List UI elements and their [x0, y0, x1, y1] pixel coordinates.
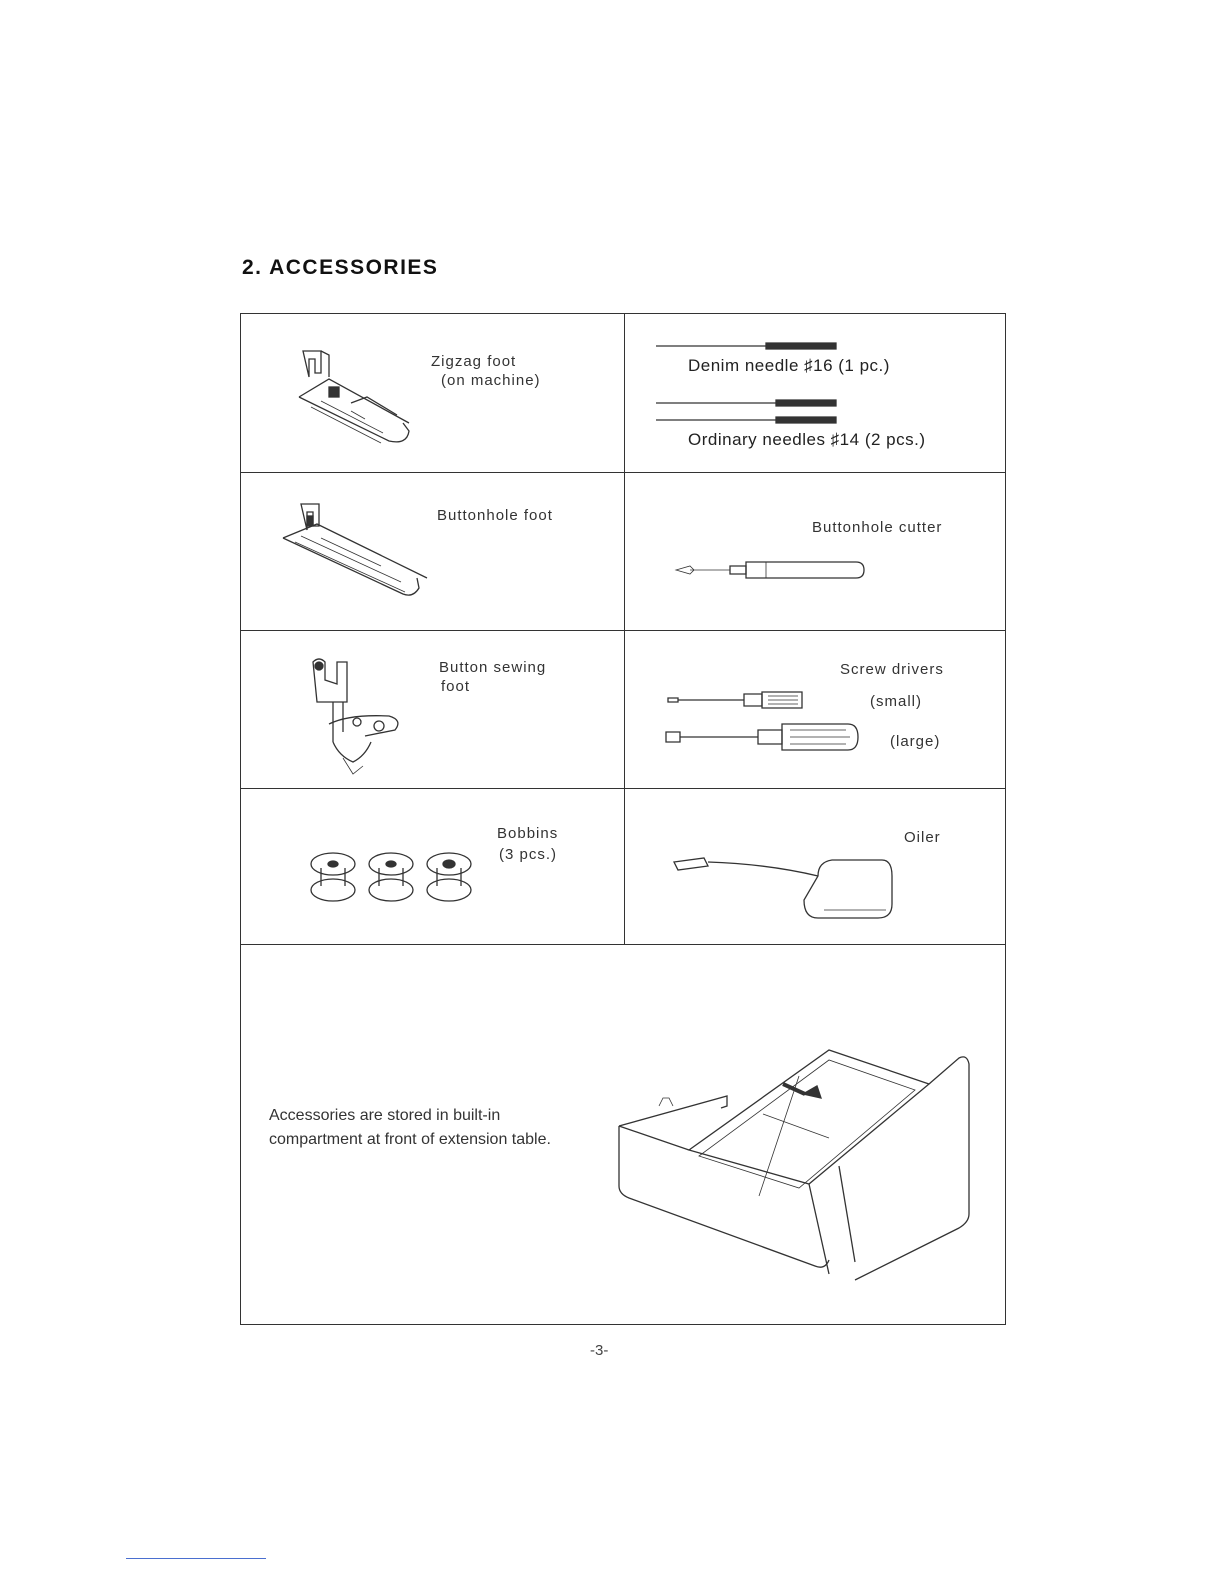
oiler-icon — [674, 850, 894, 930]
small-screwdriver-icon — [668, 690, 808, 710]
denim-needle-label: Denim needle ♯16 (1 pc.) — [688, 356, 890, 375]
cell-screw-drivers — [626, 630, 1006, 788]
buttonhole-cutter-label: Buttonhole cutter — [812, 519, 943, 536]
footer-rule — [126, 1558, 266, 1559]
bobbins-sublabel: (3 pcs.) — [499, 846, 558, 863]
oiler-label: Oiler — [904, 829, 941, 846]
screw-drivers-label: Screw drivers — [840, 661, 944, 678]
cell-buttonhole-cutter — [626, 472, 1006, 630]
button-sewing-foot-icon — [299, 654, 419, 784]
cell-needles — [626, 314, 1006, 472]
cell-storage — [241, 946, 1005, 1324]
extension-table-icon — [613, 1006, 973, 1276]
button-sewing-foot-label: Button sewing — [439, 659, 547, 676]
row-divider — [241, 944, 1005, 945]
buttonhole-cutter-icon — [676, 558, 876, 582]
cell-zigzag-foot — [241, 314, 624, 472]
cell-buttonhole-foot — [241, 472, 624, 630]
denim-needle-icon — [656, 340, 841, 352]
bobbins-icon — [307, 850, 487, 910]
ordinary-needles-label: Ordinary needles ♯14 (2 pcs.) — [688, 430, 926, 449]
button-sewing-foot-sublabel: foot — [441, 678, 471, 695]
cell-bobbins — [241, 788, 624, 944]
screw-driver-small-label: (small) — [870, 693, 922, 710]
ordinary-needles-icon — [656, 398, 841, 428]
bobbins-label: Bobbins — [497, 825, 559, 842]
zigzag-foot-icon — [291, 339, 421, 469]
accessories-table — [240, 313, 1006, 1325]
large-screwdriver-icon — [666, 720, 866, 754]
cell-oiler — [626, 788, 1006, 944]
cell-button-sewing-foot — [241, 630, 624, 788]
zigzag-foot-label: Zigzag foot — [431, 353, 517, 370]
storage-note: Accessories are stored in built-in compartment at front of extension table. — [269, 1107, 551, 1148]
column-divider — [624, 314, 625, 944]
page-number: -3- — [590, 1342, 609, 1359]
zigzag-foot-sublabel: (on machine) — [441, 372, 541, 389]
buttonhole-foot-label: Buttonhole foot — [437, 507, 553, 524]
screw-driver-large-label: (large) — [890, 733, 941, 750]
section-title: 2. ACCESSORIES — [242, 256, 439, 279]
buttonhole-foot-icon — [281, 498, 431, 608]
